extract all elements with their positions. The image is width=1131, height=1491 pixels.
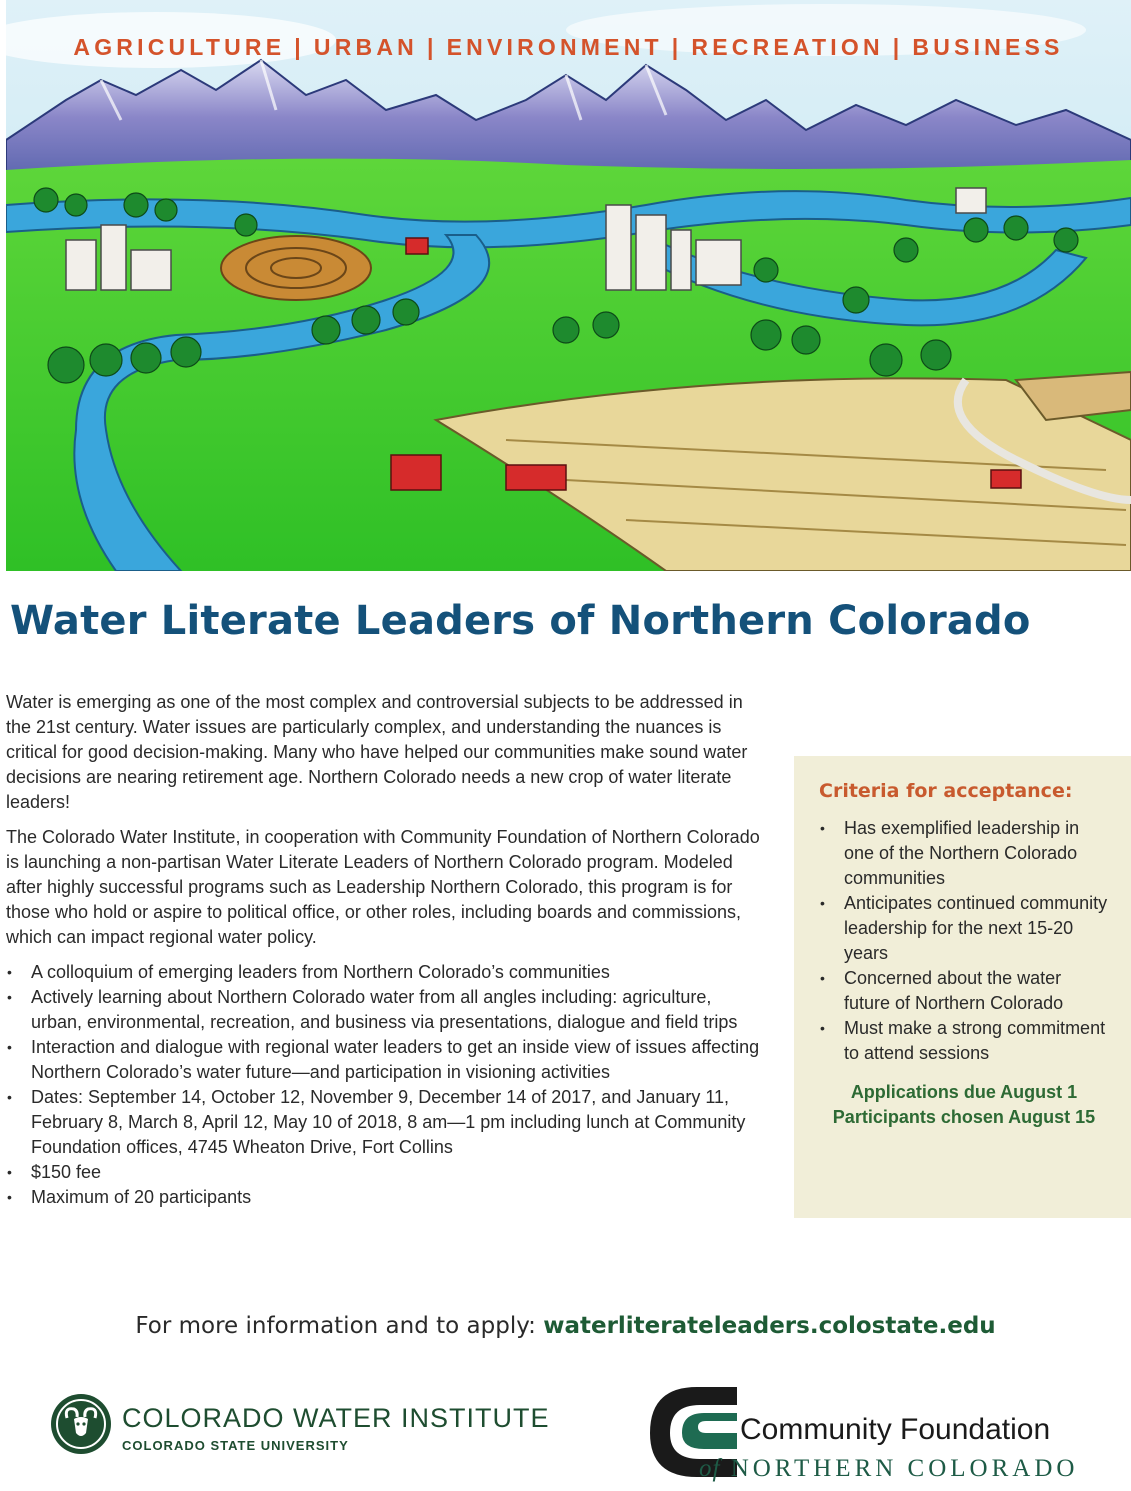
- criteria-item: • Must make a strong commitment to attend sessions: [819, 1016, 1109, 1066]
- cf-name: Community Foundation: [740, 1413, 1051, 1446]
- applications-due: Applications due August 1: [850, 1082, 1078, 1102]
- category-separator: |: [671, 34, 683, 60]
- hero-illustration: [6, 0, 1131, 571]
- category-separator: |: [892, 34, 904, 60]
- criteria-item: • Has exemplified leadership in one of the Northern Colorado communities: [819, 816, 1109, 891]
- community-foundation-logo: [642, 1381, 1082, 1481]
- category-separator: |: [294, 34, 305, 60]
- csu-ram-icon: [50, 1393, 112, 1455]
- category-agriculture: AGRICULTURE: [73, 34, 286, 60]
- program-bullet-list: [6, 960, 766, 1210]
- category-business: BUSINESS: [912, 34, 1064, 60]
- criteria-item: • Anticipates continued community leadership for the next 15-20 years: [819, 891, 1109, 966]
- criteria-item: • Concerned about the water future of Northern Colorado: [819, 966, 1109, 1016]
- intro-paragraph-1: Water is emerging as one of the most complex and controversial subjects to be addressed in the 21st century. Water issues are particularly complex, and understanding the nuances is critical for good decision-making. Many who have helped our communities make sound water decisions are nearing retirement age. Northern Colorado needs a new crop of water literate leaders!: [6, 692, 748, 812]
- cwi-subtitle: COLORADO STATE UNIVERSITY: [122, 1438, 349, 1453]
- program-bullet: • A colloquium of emerging leaders from Northern Colorado’s communities: [6, 960, 766, 985]
- colorado-water-institute-logo: [50, 1393, 600, 1465]
- body-text: [6, 690, 766, 1210]
- page-title: Water Literate Leaders of Northern Colorado: [10, 598, 1031, 644]
- landscape-illustration: [6, 0, 1131, 571]
- criteria-box: [794, 756, 1131, 1218]
- cf-subtitle: [699, 1455, 1078, 1483]
- apply-prefix: For more information and to apply:: [135, 1313, 544, 1339]
- application-dates: [819, 1080, 1109, 1130]
- program-bullet: • Actively learning about Northern Colorado water from all angles including: agriculture, urban, environmental, recreation, and business via presentations, dialogue and field trips: [6, 985, 766, 1035]
- participants-chosen: Participants chosen August 15: [832, 1107, 1096, 1127]
- category-banner: [6, 34, 1131, 61]
- category-environment: ENVIRONMENT: [446, 34, 663, 60]
- cwi-name: COLORADO WATER INSTITUTE: [122, 1403, 550, 1433]
- program-bullet-dates: • Dates: September 14, October 12, November 9, December 14 of 2017, and January 11, February 8, March 8, April 12, May 10 of 2018, 8 am—1 pm including lunch at Community Foundation offices, 4745 Wheaton Drive, Fort Collins: [6, 1085, 766, 1160]
- criteria-list: [819, 816, 1109, 1066]
- category-separator: |: [426, 34, 438, 60]
- criteria-heading: Criteria for acceptance:: [819, 780, 1073, 802]
- program-bullet: • Interaction and dialogue with regional water leaders to get an inside view of issues affecting Northern Colorado’s water future—and participation in visioning activities: [6, 1035, 766, 1085]
- category-urban: URBAN: [313, 34, 418, 60]
- cwi-text-block: [122, 1403, 550, 1453]
- intro-paragraph-2: The Colorado Water Institute, in cooperation with Community Foundation of Northern Colorado is launching a non-partisan Water Literate Leaders of Northern Colorado program. Modeled after highly successful programs such as Leadership Northern Colorado, this program is for those who hold or aspire to political office, or other roles, including boards and commissions, which can impact regional water policy.: [6, 827, 760, 947]
- program-bullet-max: • Maximum of 20 participants: [6, 1185, 766, 1210]
- program-bullet-fee: • $150 fee: [6, 1160, 766, 1185]
- cf-of: of: [699, 1455, 721, 1482]
- cf-region: NORTHERN COLORADO: [730, 1455, 1079, 1482]
- apply-url-link[interactable]: waterliterateleaders.colostate.edu: [543, 1313, 996, 1339]
- category-recreation: RECREATION: [691, 34, 884, 60]
- apply-line: [0, 1313, 1131, 1339]
